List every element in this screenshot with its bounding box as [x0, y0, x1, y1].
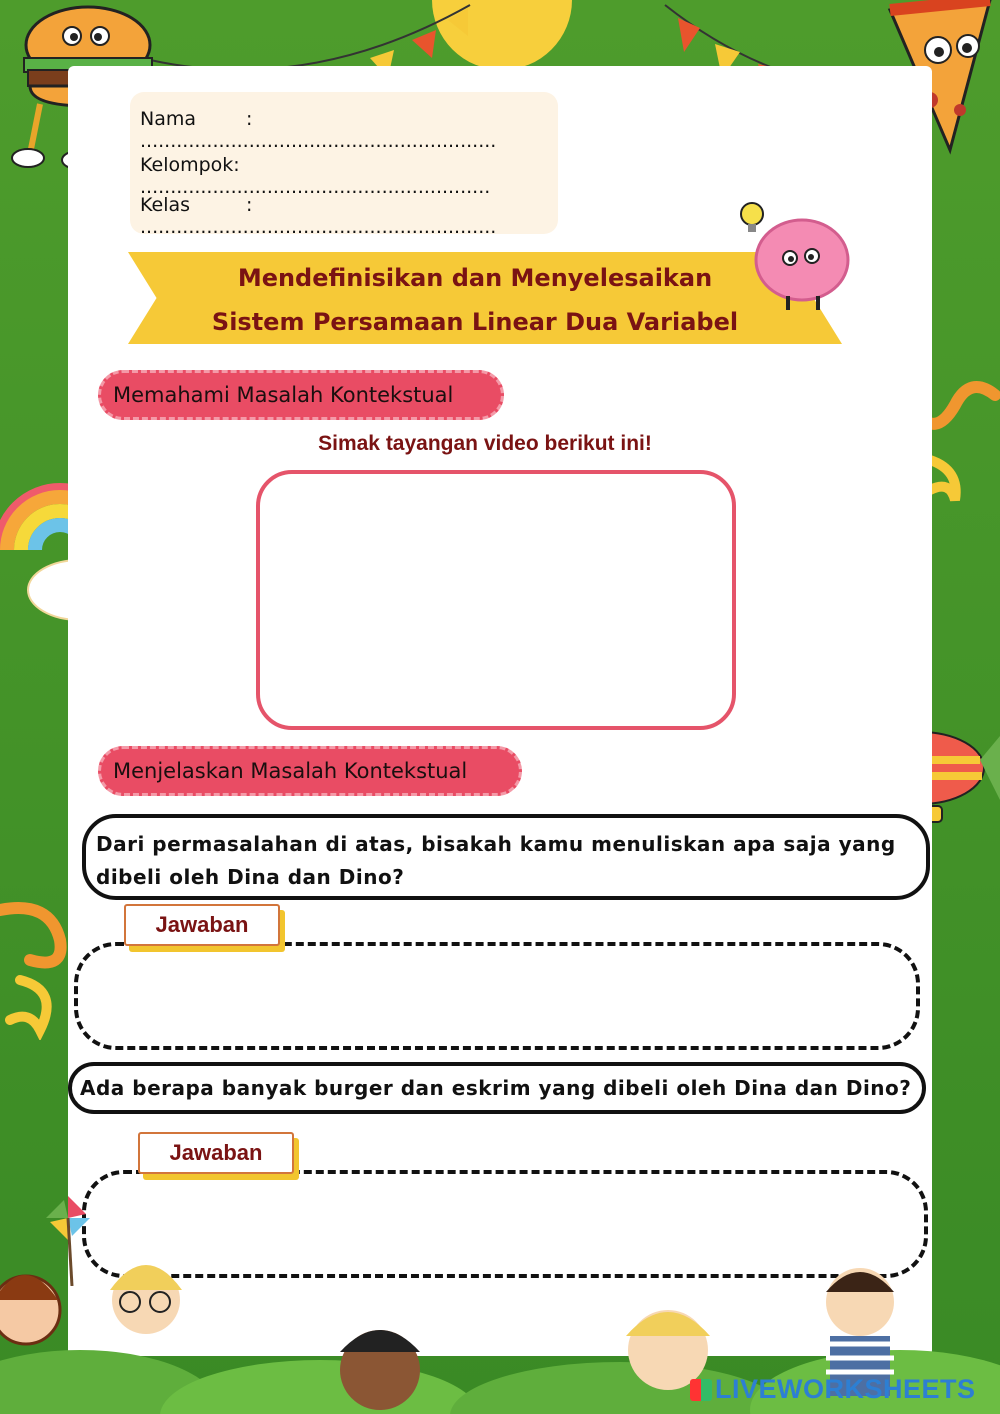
question-2-box — [68, 1062, 926, 1114]
watermark-text: LIVEWORKSHEETS — [715, 1374, 976, 1404]
worksheet-title — [160, 256, 790, 344]
name-row — [140, 108, 558, 152]
video-instruction: Simak tayangan video berikut ini! — [318, 432, 652, 455]
name-field[interactable]: : ........................................................... — [140, 108, 497, 152]
question-2-text: Ada berapa banyak burger dan eskrim yang dibeli oleh Dina dan Dino? — [80, 1076, 912, 1100]
name-label: Nama — [140, 108, 197, 130]
section-heading-understand: Memahami Masalah Kontekstual — [98, 370, 504, 420]
worksheet-title-line2: Sistem Persamaan Linear Dua Variabel — [211, 308, 739, 336]
answer-2-label: Jawaban — [138, 1132, 294, 1174]
worksheet-title-line1: Mendefinisikan dan Menyelesaikan — [237, 264, 713, 292]
group-field[interactable]: .......................................................... — [140, 176, 491, 198]
question-1-text: Dari permasalahan di atas, bisakah kamu menuliskan apa saja yang dibeli oleh Dina dan Dino? — [96, 832, 896, 889]
section-heading-explain: Menjelaskan Masalah Kontekstual — [98, 746, 522, 796]
group-label: Kelompok: — [140, 154, 240, 176]
brain-mascot-decoration — [728, 196, 856, 326]
liveworksheets-watermark — [690, 1374, 976, 1405]
class-field[interactable]: : ........................................................... — [140, 194, 497, 238]
video-player-frame[interactable] — [256, 470, 736, 730]
class-label: Kelas — [140, 194, 191, 216]
question-1-box — [82, 814, 930, 900]
student-info-box — [130, 92, 558, 238]
answer-1-label: Jawaban — [124, 904, 280, 946]
group-row — [140, 154, 558, 198]
class-row — [140, 194, 558, 238]
liveworksheets-logo-icon — [690, 1379, 712, 1401]
pinwheel-decoration — [46, 1196, 90, 1286]
answer-1-box[interactable] — [74, 942, 920, 1050]
